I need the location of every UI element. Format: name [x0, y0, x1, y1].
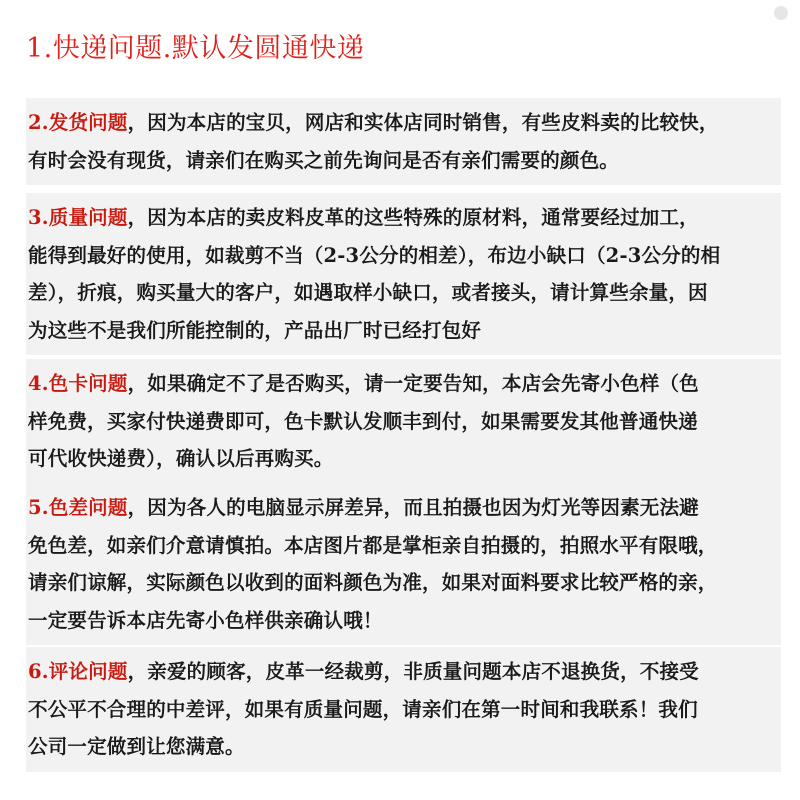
- heading-shipping: 1.快递问题.默认发圆通快递: [26, 33, 365, 64]
- section-reviews: [26, 647, 781, 772]
- section-color-card: [26, 359, 781, 484]
- section-color-difference: [26, 483, 781, 645]
- section-label: 4.色卡问题: [28, 372, 128, 395]
- section-line: [28, 104, 775, 142]
- section-label: 5.色差问题: [28, 496, 128, 519]
- section-quality: [26, 193, 781, 355]
- section-line: 可代收快递费），确认以后再购买。: [28, 447, 334, 470]
- section-line: 有时会没有现货，请亲们在购买之前先询问是否有亲们需要的颜色。: [28, 148, 620, 172]
- section-line: 一定要告诉本店先寄小色样供亲确认哦！: [28, 608, 383, 632]
- section-text: ，因为本店的卖皮料皮革的这些特殊的原材料，通常要经过加工，: [127, 206, 699, 229]
- section-line: 样免费，买家付快递费即可，色卡默认发顺丰到付，如果需要发其他普通快递: [28, 409, 698, 433]
- section-text: ，如果确定不了是否购买，请一定要告知，本店会先寄小色样（色: [127, 372, 699, 395]
- section-line: 请亲们谅解，实际颜色以收到的面料颜色为准，如果对面料要求比较严格的亲，: [28, 571, 718, 594]
- section-line: [28, 653, 775, 691]
- section-line: 免色差，如亲们介意请慎拍。本店图片都是掌柜亲自拍摄的，拍照水平有限哦，: [28, 533, 718, 557]
- section-text: ，因为各人的电脑显示屏差异，而且拍摄也因为灯光等因素无法避: [127, 496, 699, 519]
- section-line: [28, 365, 775, 403]
- section-line: 能得到最好的使用，如裁剪不当（2-3公分的相差），布边小缺口（2-3公分的相: [28, 243, 721, 267]
- section-line: 公司一定做到让您满意。: [28, 735, 245, 758]
- section-label: 3.质量问题: [28, 206, 128, 229]
- section-label: 6.评论问题: [28, 660, 128, 683]
- section-line: 为这些不是我们所能控制的，产品出厂时已经打包好: [28, 318, 482, 342]
- section-label: 2.发货问题: [28, 111, 128, 134]
- section-line: [28, 199, 775, 237]
- section-line: [28, 489, 775, 527]
- section-text: ，亲爱的顾客，皮革一经裁剪，非质量问题本店不退换货，不接受: [127, 660, 699, 683]
- corner-dot-decoration: [774, 6, 788, 20]
- section-text: ，因为本店的宝贝，网店和实体店同时销售，有些皮料卖的比较快，: [127, 111, 719, 134]
- section-shipping-timing: [26, 98, 781, 185]
- section-line: 不公平不合理的中差评，如果有质量问题，请亲们在第一时间和我联系！我们: [28, 697, 698, 721]
- section-line: 差），折痕，购买量大的客户，如遇取样小缺口，或者接头，请计算些余量，因: [28, 281, 708, 304]
